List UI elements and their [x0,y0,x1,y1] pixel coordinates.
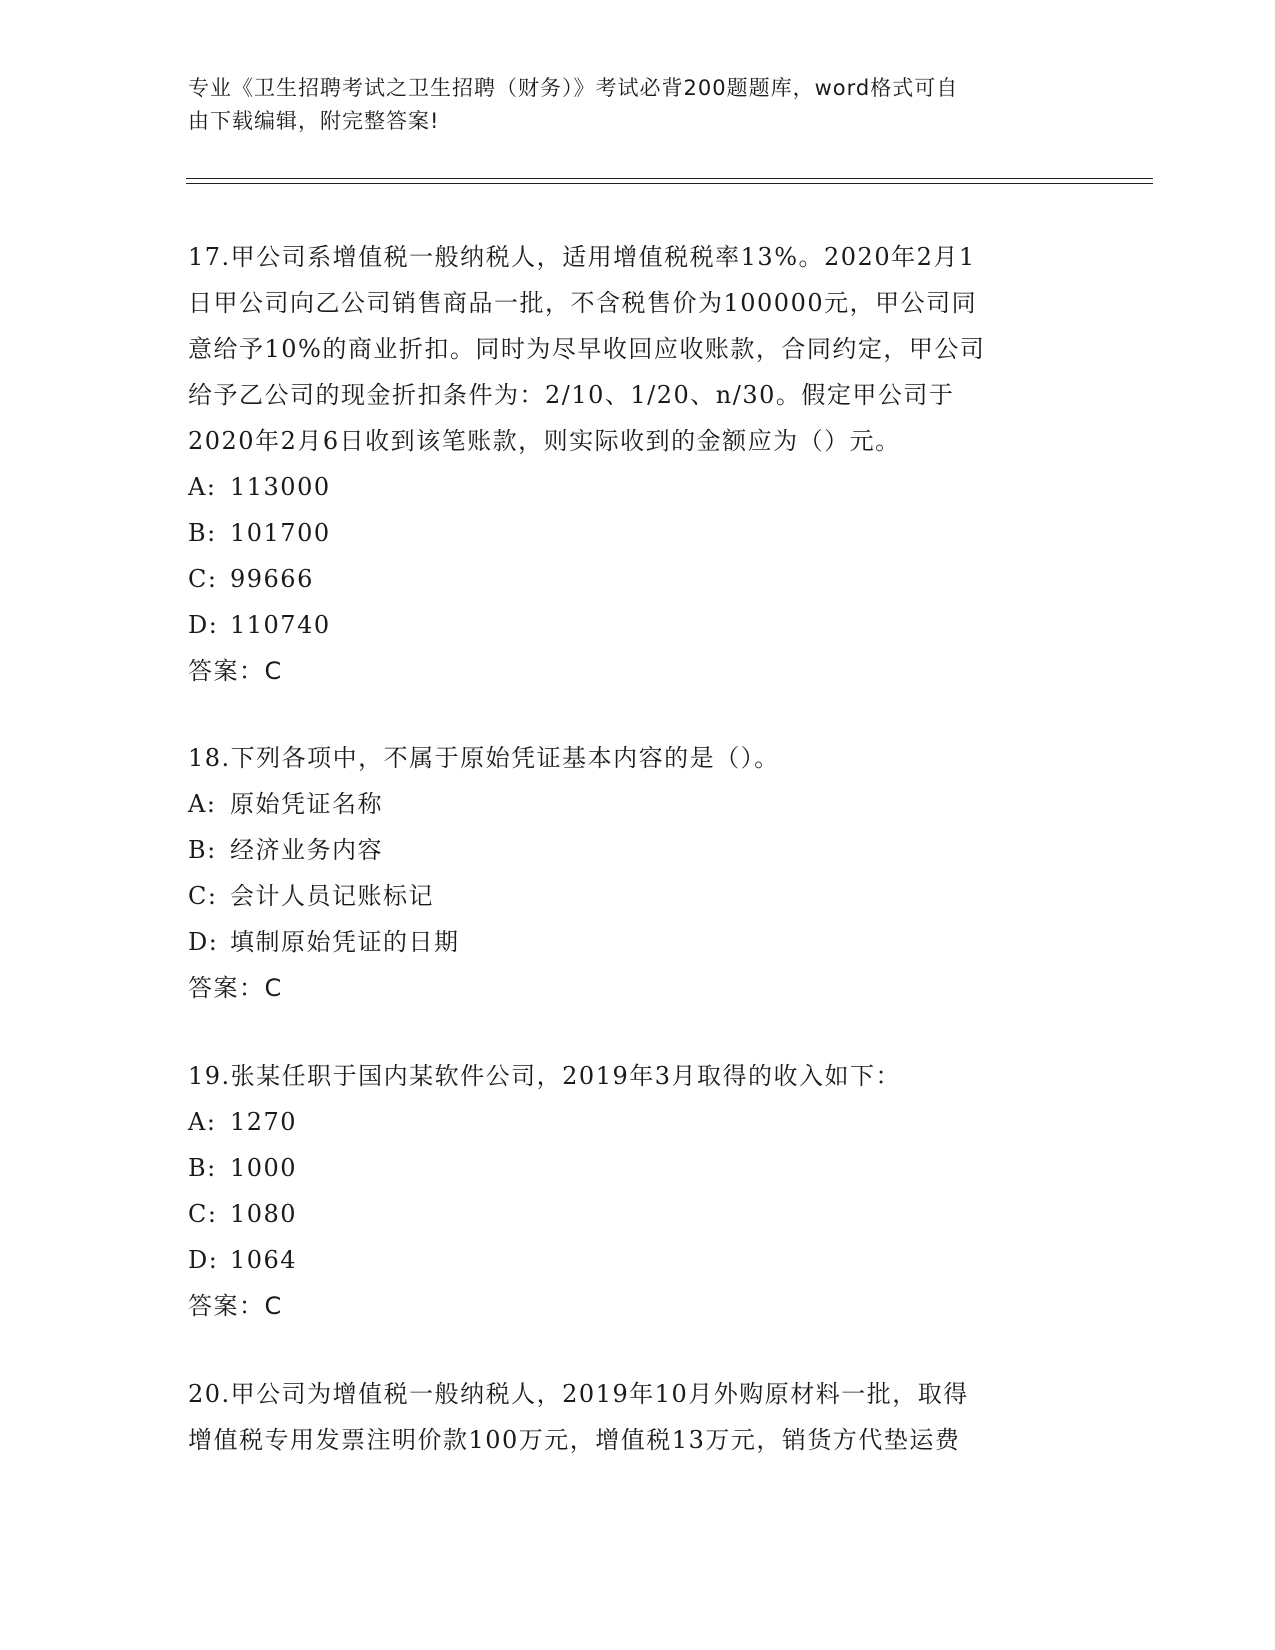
option-d [188,1237,1088,1283]
option-text: 99666 [230,565,314,593]
option-key: B: [188,836,217,864]
option-text: 会计人员记账标记 [230,882,434,910]
option-key: C: [188,565,218,593]
header-divider-bottom [186,183,1153,184]
option-key: C: [188,882,218,910]
option-text: 经济业务内容 [230,836,383,864]
option-a [188,1099,1088,1145]
option-a [188,464,1088,510]
option-text: 1270 [230,1108,298,1136]
option-key: D: [188,1246,219,1274]
option-key: D: [188,928,219,956]
answer: 答案：C [188,1292,283,1320]
stem-line: 意给予10%的商业折扣。同时为尽早收回应收账款，合同约定，甲公司 [188,335,986,363]
option-key: A: [188,790,217,818]
option-key: B: [188,519,217,547]
header-divider-top [186,178,1153,179]
answer: 答案：C [188,974,283,1002]
option-text: 110740 [230,611,331,639]
stem-line: 给予乙公司的现金折扣条件为：2/10、1/20、n/30。假定甲公司于 [188,381,955,409]
question-stem [188,1053,1088,1099]
question-stem [188,234,1088,464]
question-stem [188,735,1088,781]
question-stem [188,1371,1088,1463]
option-text: 113000 [230,473,331,501]
option-c [188,873,1088,919]
document-header [188,72,1068,138]
option-d [188,602,1088,648]
stem-line: 20.甲公司为增值税一般纳税人，2019年10月外购原材料一批，取得 [188,1380,969,1408]
header-line-2: 由下载编辑，附完整答案! [188,109,440,133]
option-a [188,781,1088,827]
question-20 [188,1371,1088,1463]
option-key: D: [188,611,219,639]
option-text: 1000 [230,1154,298,1182]
question-18 [188,735,1088,1011]
option-c [188,556,1088,602]
option-key: B: [188,1154,217,1182]
option-key: A: [188,1108,217,1136]
stem-line: 17.甲公司系增值税一般纳税人，适用增值税税率13%。2020年2月1 [188,243,976,271]
answer: 答案：C [188,657,283,685]
question-19 [188,1053,1088,1329]
option-key: C: [188,1200,218,1228]
option-text: 1080 [230,1200,298,1228]
stem-line: 2020年2月6日收到该笔账款，则实际收到的金额应为（）元。 [188,427,901,455]
question-17 [188,234,1088,694]
stem-line: 19.张某任职于国内某软件公司，2019年3月取得的收入如下： [188,1062,902,1090]
header-line-1: 专业《卫生招聘考试之卫生招聘（财务）》考试必背200题题库，word格式可自 [188,76,959,100]
option-c [188,1191,1088,1237]
option-text: 1064 [230,1246,298,1274]
option-b [188,510,1088,556]
stem-line: 18.下列各项中，不属于原始凭证基本内容的是（）。 [188,744,780,772]
option-key: A: [188,473,217,501]
option-text: 101700 [230,519,331,547]
option-d [188,919,1088,965]
stem-line: 日甲公司向乙公司销售商品一批，不含税售价为100000元，甲公司同 [188,289,978,317]
option-text: 填制原始凭证的日期 [230,928,460,956]
option-b [188,827,1088,873]
option-text: 原始凭证名称 [230,790,383,818]
stem-line: 增值税专用发票注明价款100万元，增值税13万元，销货方代垫运费 [188,1426,961,1454]
option-b [188,1145,1088,1191]
